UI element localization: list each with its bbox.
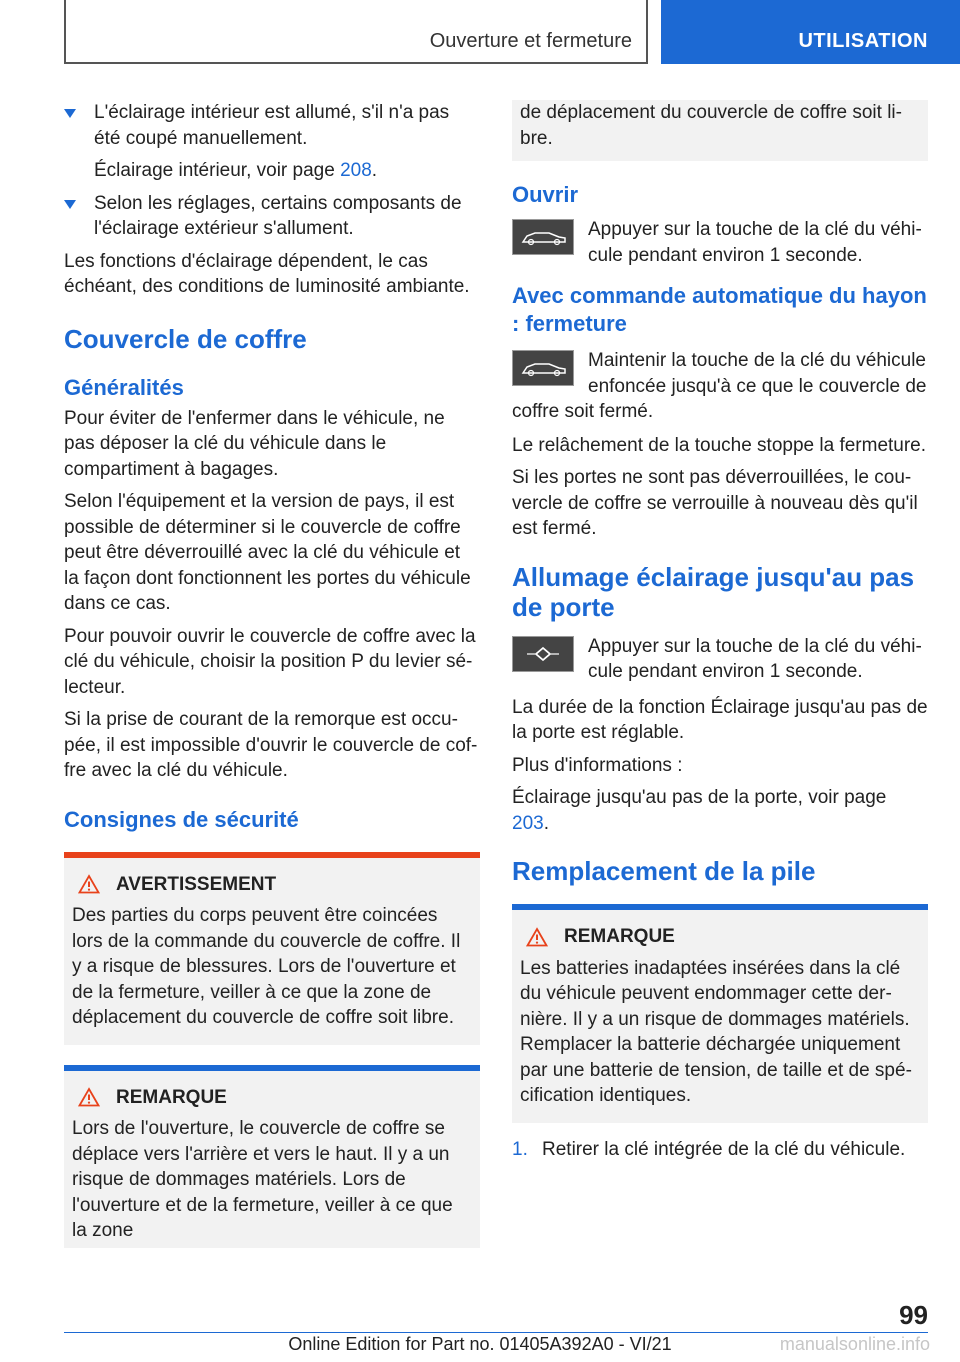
- paragraph: Les fonctions d'éclairage dépendent, le cas échéant, des conditions de luminosité ambiante.: [64, 250, 470, 297]
- note-box: [64, 1065, 480, 1248]
- page-link[interactable]: 203: [512, 812, 544, 834]
- header-section-title: Ouverture et fermeture: [429, 30, 632, 52]
- watermark: manualsonline.info: [779, 1334, 930, 1354]
- numbered-step: [512, 1137, 928, 1163]
- triangle-bullet-icon: [64, 109, 76, 118]
- paragraph: Si la prise de courant de la remorque est occupée, il est impossible d'ouvrir le couvercle de coffre avec la clé du véhicule.: [64, 709, 478, 781]
- note-title: [72, 1085, 472, 1111]
- note-box: [512, 904, 928, 1123]
- warning-triangle-icon: [78, 1087, 100, 1107]
- paragraph: Le relâchement de la touche stoppe la fermeture.: [512, 434, 927, 456]
- light-key-icon: [512, 636, 574, 672]
- note-title-text: REMARQUE: [564, 926, 675, 947]
- bullet-text: L'éclairage intérieur est allumé, s'il n'a pas été coupé manuellement.: [94, 102, 450, 149]
- ref-end: .: [371, 160, 378, 181]
- header-chapter-title: UTILISATION: [798, 30, 928, 52]
- step-number: 1.: [512, 1138, 528, 1160]
- paragraph: Pour pouvoir ouvrir le couvercle de coffre avec la clé du véhicule, choisir la position P du levier sélecteur.: [64, 625, 476, 698]
- warning-title: [72, 872, 472, 898]
- warning-triangle-icon: [526, 927, 548, 947]
- warning-text: Des parties du corps peuvent être coincées lors de la commande du couvercle de coffre. Il y a risque de blessures. Lors de l'ouverture et de la fermeture, veiller à ce que la zone de déplacement du couvercle de coffre soit libre.: [72, 905, 461, 1028]
- ref-text: Éclairage intérieur, voir page: [94, 160, 341, 181]
- footer-divider: [64, 1332, 928, 1333]
- header-section-box: [64, 0, 648, 64]
- section-heading: Remplacement de la pile: [512, 856, 816, 886]
- note-title-text: REMARQUE: [116, 1086, 227, 1108]
- paragraph: Selon l'équipement et la version de pays, il est possible de déterminer si le couvercle de coffre peut être déverrouillé avec la clé du véhicule et la façon dont fonctionnent les portes du véhicule dans ce cas.: [64, 491, 471, 614]
- note-continuation: [512, 100, 928, 161]
- subsection-heading: Avec commande automatique du hayon : fermeture: [512, 283, 927, 336]
- key-instruction-text: Appuyer sur la touche de la clé du véhicule pendant environ 1 seconde.: [588, 635, 922, 682]
- trunk-key-icon: [512, 350, 574, 386]
- key-instruction: [512, 348, 928, 425]
- key-instruction: [512, 634, 928, 685]
- key-instruction-text: Appuyer sur la touche de la clé du véhicule pendant environ 1 seconde.: [588, 219, 922, 266]
- subsection-heading: Généralités: [64, 374, 184, 400]
- paragraph: Pour éviter de l'enfermer dans le véhicule, ne pas déposer la clé du véhicule dans le compartiment à bagages.: [64, 407, 445, 480]
- ref-text: Éclairage jusqu'au pas de la porte, voir page: [512, 787, 887, 808]
- section-heading: Allumage éclairage jusqu'au pas de porte: [512, 561, 915, 622]
- cross-reference: [512, 785, 928, 836]
- triangle-bullet-icon: [64, 200, 76, 209]
- note-text: de déplacement du couvercle de coffre soit libre.: [520, 102, 902, 149]
- key-instruction: [512, 217, 928, 268]
- section-heading: Couvercle de coffre: [64, 323, 307, 354]
- page-number: 99: [899, 1300, 928, 1330]
- step-text: Retirer la clé intégrée de la clé du véhicule.: [542, 1138, 906, 1160]
- note-text: Lors de l'ouverture, le couvercle de coffre se déplace vers l'arrière et vers le haut. Il y a un risque de dommages matériels. Lors de l'ouverture et de la fermeture, veiller à ce que la zone: [72, 1118, 453, 1241]
- list-item: [64, 191, 480, 242]
- paragraph: La durée de la fonction Éclairage jusqu'au pas de la porte est réglable.: [512, 696, 928, 743]
- warning-triangle-icon: [78, 874, 100, 894]
- bullet-text: Selon les réglages, certains composants de l'éclairage extérieur s'allument.: [94, 192, 462, 239]
- paragraph: Si les portes ne sont pas déverrouillées, le couvercle de coffre se verrouille à nouveau dès qu'il est fermé.: [512, 467, 918, 539]
- page-link[interactable]: 208: [340, 160, 372, 181]
- subsection-heading: Consignes de sécurité: [64, 806, 299, 832]
- ref-end: .: [543, 812, 549, 834]
- header-chapter-tab: [661, 0, 960, 64]
- cross-reference: [64, 158, 480, 184]
- subsection-heading: Ouvrir: [512, 182, 579, 207]
- warning-title-text: AVERTISSEMENT: [116, 873, 277, 895]
- right-column: [512, 100, 928, 1162]
- key-instruction-text: Maintenir la touche de la clé du véhicule enfoncée jusqu'à ce que le couvercle de coffre soit fermé.: [512, 350, 927, 422]
- note-text: Les batteries inadaptées insérées dans la clé du véhicule peuvent endommager cette dernière. Il y a un risque de dommages matériels. Remplacer la batterie déchargée uniquement par une batterie de tension, de taille et de spécification identiques.: [520, 957, 912, 1106]
- list-item: [64, 100, 480, 151]
- paragraph: Plus d'informations :: [512, 754, 683, 776]
- warning-box: [64, 852, 480, 1045]
- note-title: [520, 924, 920, 950]
- left-column: [64, 100, 480, 1260]
- footer-edition: Online Edition for Part no. 01405A392A0 - VI/21: [288, 1334, 672, 1354]
- trunk-key-icon: [512, 219, 574, 255]
